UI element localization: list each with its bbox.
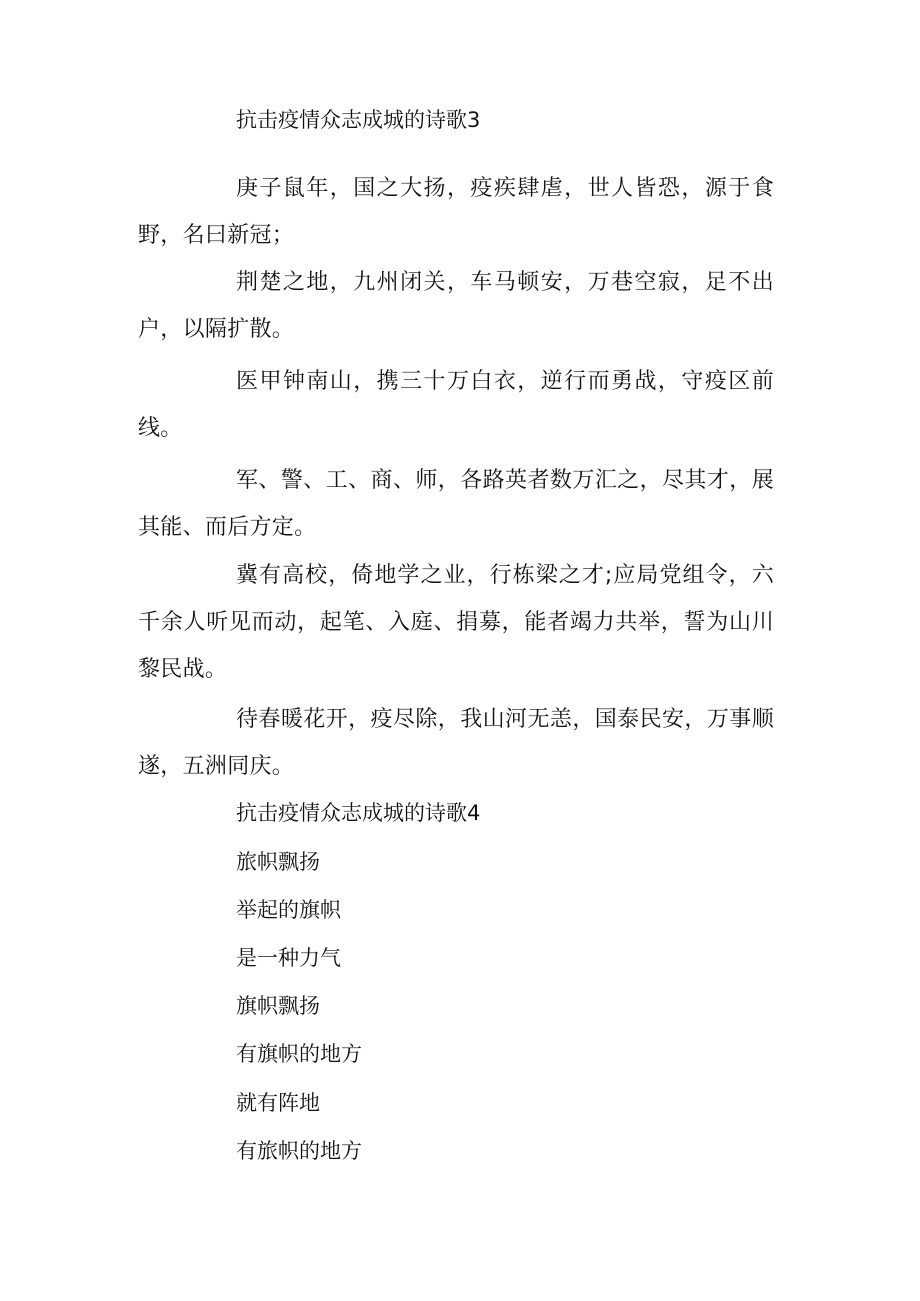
poem-4-line-1: 旅帜飘扬 xyxy=(236,850,320,874)
poem-4-line-3: 是一种力气 xyxy=(236,946,341,970)
poem-3-paragraph-5: 冀有高校，倚地学之业，行栋梁之才;应局党组令，六千余人听见而动，起笔、入庭、捐募，能者竭力共举，誓为山川黎民战。 xyxy=(138,563,774,682)
poem-4-line-6: 就有阵地 xyxy=(236,1091,320,1115)
poem-3-paragraph-6: 待春暖花开，疫尽除，我山河无恙，国泰民安，万事顺遂，五洲同庆。 xyxy=(138,707,774,779)
poem-4-line-7: 有旅帜的地方 xyxy=(236,1139,362,1163)
poem-4-line-4: 旗帜飘扬 xyxy=(236,994,320,1018)
poem-3-paragraph-2: 荆楚之地，九州闭关，车马顿安，万巷空寂，足不出户，以隔扩散。 xyxy=(138,270,774,342)
poem-3-title: 抗击疫情众志成城的诗歌3 xyxy=(236,108,481,132)
poem-3-paragraph-3: 医甲钟南山，携三十万白衣，逆行而勇战，守疫区前线。 xyxy=(138,369,774,441)
poem-3-paragraph-4: 军、警、工、商、师，各路英者数万汇之，尽其才，展其能、而后方定。 xyxy=(138,468,774,540)
poem-4-title: 抗击疫情众志成城的诗歌4 xyxy=(236,801,481,825)
poem-3-paragraph-1: 庚子鼠年，国之大扬，疫疾肆虐，世人皆恐，源于食野，名曰新冠； xyxy=(138,176,774,248)
poem-4-line-2: 举起的旗帜 xyxy=(236,898,341,922)
poem-4-line-5: 有旗帜的地方 xyxy=(236,1042,362,1066)
